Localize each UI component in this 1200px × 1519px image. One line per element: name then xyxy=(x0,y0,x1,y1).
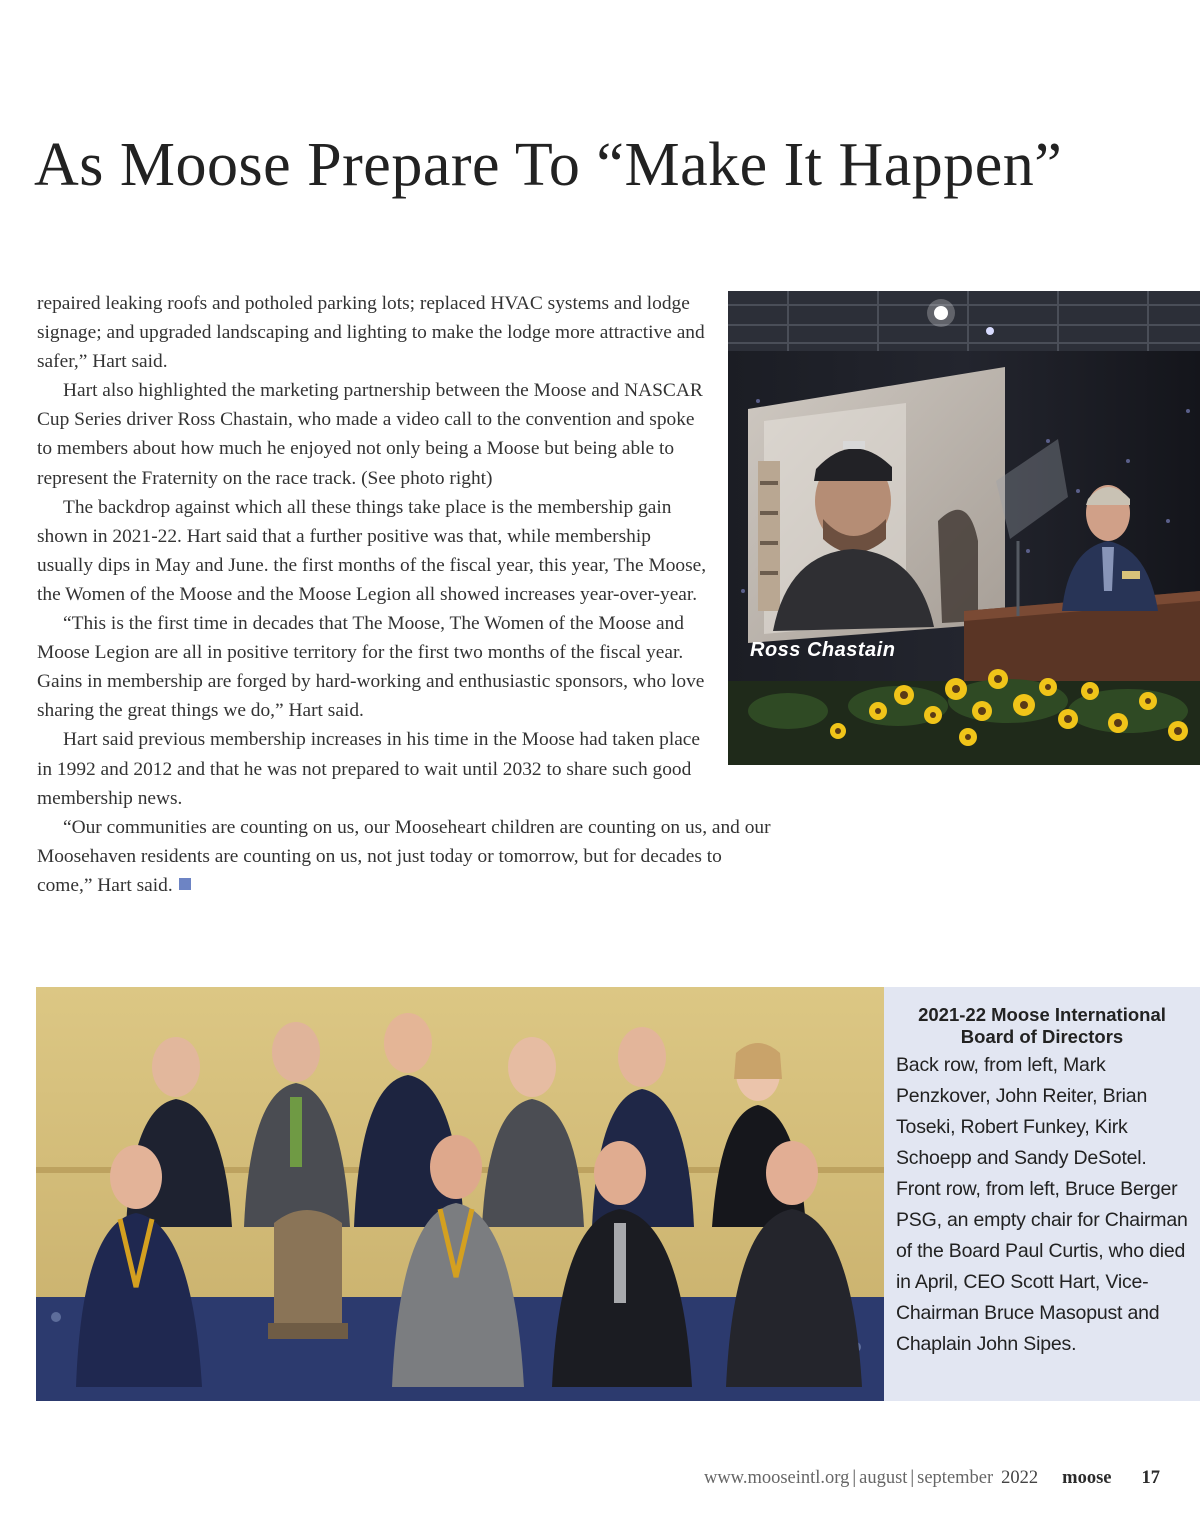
footer-magazine-name: moose xyxy=(1062,1468,1112,1488)
paragraph-1: repaired leaking roofs and potholed parking lots; replaced HVAC systems and lodge signage; and upgraded landscaping and lighting to make the lodge more attractive and safer,” Hart said. xyxy=(37,293,705,373)
footer-year: 2022 xyxy=(1001,1468,1039,1488)
board-photo-art xyxy=(36,987,884,1401)
end-mark-icon xyxy=(179,878,191,890)
paragraph-5: Hart said previous membership increases in his time in the Moose had taken place in 1992 and 2012 and that he was not prepared to wait until 2032 to share such good membership news. xyxy=(37,729,701,809)
stage-photo-caption: Ross Chastain xyxy=(750,639,896,661)
headline: As Moose Prepare To “Make It Happen” xyxy=(34,131,1063,199)
board-photo xyxy=(36,987,884,1401)
page-footer xyxy=(704,1468,1160,1489)
stage-photo-art xyxy=(728,291,1200,765)
paragraph-6 xyxy=(37,813,772,900)
page-number: 17 xyxy=(1141,1468,1160,1488)
footer-divider: | xyxy=(910,1468,915,1488)
caption-title: 2021-22 Moose International Board of Directors xyxy=(918,1004,1166,1047)
paragraph-2: Hart also highlighted the marketing partnership between the Moose and NASCAR Cup Series driver Ross Chastain, who made a video call to the convention and spoke to members about how much he enjoyed not only being a Moose but being able to represent the Fraternity on the race track. (See photo right) xyxy=(37,380,703,489)
stage-photo xyxy=(728,291,1200,765)
footer-divider: | xyxy=(852,1468,857,1488)
footer-issue-month-b: september xyxy=(917,1468,994,1488)
paragraph-6-text: “Our communities are counting on us, our Mooseheart children are counting on us, and our Moosehaven residents are counting on us, not just today or tomorrow, but for decades to come,” Hart said. xyxy=(37,816,771,896)
paragraph-3: The backdrop against which all these things take place is the membership gain shown in 2021-22. Hart said that a further positive was that, while membership usually dips in May and June. the first months of the fiscal year, this year, The Moose, the Women of the Moose and the Moose Legion all showed increases year-over-year. xyxy=(37,496,707,605)
board-photo-caption xyxy=(884,987,1200,1401)
footer-url: www.mooseintl.org xyxy=(703,1468,850,1488)
paragraph-4: “This is the first time in decades that The Moose, The Women of the Moose and Moose Legion are all in positive territory for the first two months of the fiscal year. Gains in membership are forged by hard-working and enthusiastic sponsors, who love sharing the great things we do,” Hart said. xyxy=(37,613,705,722)
article-body xyxy=(37,289,772,900)
caption-body: Back row, from left, Mark Penzkover, John Reiter, Brian Toseki, Robert Funkey, Kirk Schoepp and Sandy DeSotel. Front row, from left, Bruce Berger PSG, an empty chair for Chairman of the Board Paul Curtis, who died in April, CEO Scott Hart, Vice-Chairman Bruce Masopust and Chaplain John Sipes. xyxy=(896,1054,1188,1355)
footer-issue-month-a: august xyxy=(859,1468,908,1488)
